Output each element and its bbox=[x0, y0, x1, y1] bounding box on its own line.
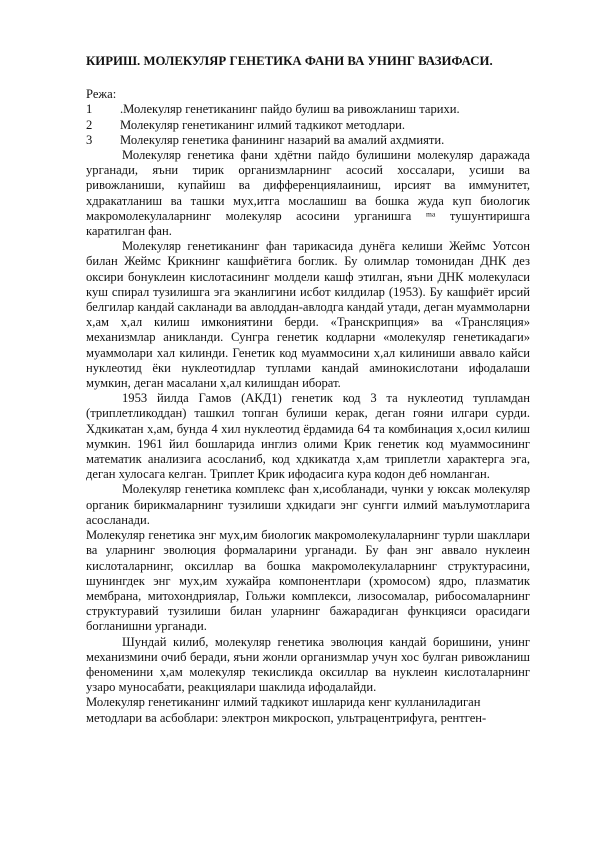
body-paragraph: Молекуляр генетика комплекс фан х,исобланади, чунки у юксак молекуляр органик бирикмаларнинг тузилиши хдкидаги энг сунгги илмий маълумотларига асосланади. bbox=[86, 482, 530, 527]
closing-line: методлари ва асбоблари: электрон микроскоп, ультрацентрифуга, рентген- bbox=[86, 710, 487, 725]
plan-item-text: Молекуляр генетика фанининг назарий ва амалий ахдмияти. bbox=[120, 132, 445, 147]
plan-item bbox=[86, 133, 530, 148]
document-title: КИРИШ. МОЛЕКУЛЯР ГЕНЕТИКА ФАНИ ВА УНИНГ ВАЗИФАСИ. bbox=[86, 54, 493, 68]
plan-item bbox=[86, 118, 530, 133]
document-page bbox=[86, 54, 530, 726]
body-paragraph: Молекуляр генетиканинг фан тарикасида дунёга келиши Жеймс Уотсон билан Жеймс Крикнинг кашфиётига боглик. Бу олимлар томонидан ДНК дез оксири бонуклеин кислотасининг молдели кашф этилган, яъни ДНК молекуласи куш спирал тузилишга эга эканлигини исбот килдилар (1953). Бу кашфиёт ирсий белгилар кандай сакланади ва авлоддан-авлодга кандай утади, деган муаммоларни х,ам х,ал килиш имкониятини берди. «Транскрипция» ва «Трансляция» механизмлар аникланди. Сунгра генетик кодларни «молекуляр генетикадаги» муаммолари хал килинди. Генетик код муаммосини х,ал килиниши аввало кайси нуклеотид ёки нуклеотидлар туплами кандай аминокислотани ифодалаши мумкин, деган масалани х,ал килишдан иборат. bbox=[86, 239, 530, 391]
plan-item-text: .Молекуляр генетиканинг пайдо булиш ва ривожланиш тарихи. bbox=[120, 102, 460, 117]
plan-item-text: Молекуляр генетиканинг илмий тадкикот методлари. bbox=[120, 117, 405, 132]
body-paragraph: Молекуляр генетика энг мух,им биологик макромолекулаларнинг турли шакллари ва уларнинг эволюция формаларини урганади. Бу фан энг аввало нуклеин кислоталарнинг, оксиллар ва бошка макромолекулаларнинг структурасини, шунингдек энг мух,им хужайра компонентлари (хромосом) ядро, плазматик мембрана, митохондриялар, Гольжи комплекси, лизосомалар, рибосомаларнинг структуравий тузилиши билан уларнинг бажарадиган функцияси орасидаги богланишни урганади. bbox=[86, 528, 530, 634]
plan-item bbox=[86, 102, 530, 117]
body-paragraph: 1953 йилда Гамов (АКД1) генетик код 3 та нуклеотид тупламдан (триплетликоддан) ташкил топган булиши керак, деган гояни илгари сурди. Хдкикатан х,ам, бунда 4 хил нуклеотид ёрдамида 64 та комбинация х,осил килиш мумкин. 1961 йил бошларида инглиз олими Крик генетик код муаммосининг математик анализига асосланиб, код хдкикатда х,ам триплетли характерга эга, деган хулосага келган. Триплет Крик ифодасига кура кодон деб номланган. bbox=[86, 391, 530, 482]
plan-item-number: 2 bbox=[86, 117, 93, 132]
plan-item-number: 3 bbox=[86, 132, 93, 147]
plan-item-number: 1 bbox=[86, 102, 93, 117]
closing-line: Молекуляр генетиканинг илмий тадкикот ишларида кенг кулланиладиган bbox=[86, 695, 481, 710]
body-paragraph: Шундай килиб, молекуляр генетика эволюция кандай боришини, унинг механизмини очиб беради, яъни жонли организмлар учун хос булган ривожланиш феноменини х,ам молекуляр текисликда оксиллар ва нуклеин кислоталарнинг узаро муносабати, реакциялари шаклида ифодалайди. bbox=[86, 634, 530, 695]
body-paragraph: Молекуляр генетика фани хдётни пайдо булишини молекуляр даражада урганади, яъни тирик организмларнинг асосий хоссалари, усиши ва ривожланиши, купайиш ва дифференциялаиниш, ирсият ва иммунитет, хдракатланиш ва ташки мух,итга мослашиш ва бошка жуда куп биологик макромолекулаларнинг молекуляр асосини урганишга ᵐᵃ тушунтиришга каратилган фан. bbox=[86, 148, 530, 239]
plan-label: Режа: bbox=[86, 87, 117, 102]
